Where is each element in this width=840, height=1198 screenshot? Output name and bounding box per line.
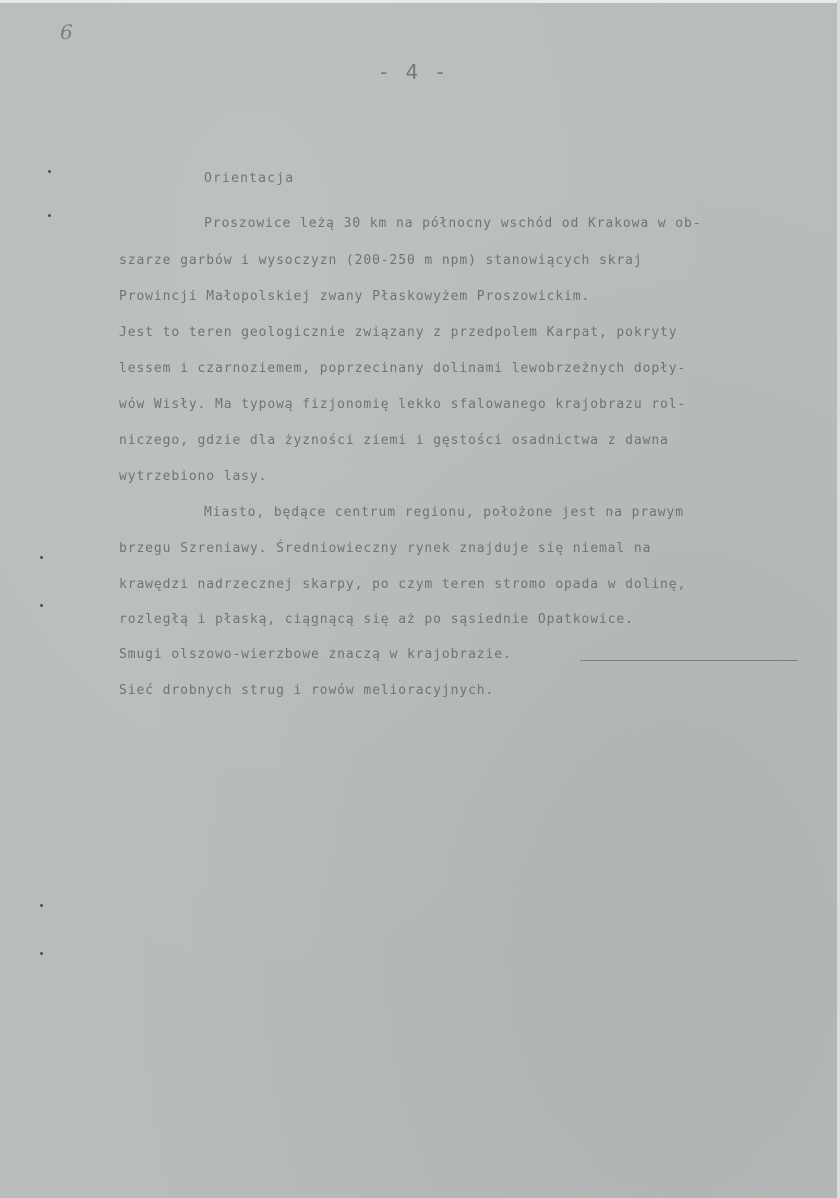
page-number: - 4 -	[380, 60, 450, 84]
text-line: brzegu Szreniawy. Średniowieczny rynek znajduje się niemal na	[119, 541, 652, 556]
corner-handwritten-number: 6	[60, 20, 73, 44]
text-line: Proszowice leżą 30 km na północny wschód od Krakowa w ob-	[204, 216, 702, 231]
text-line: niczego, gdzie dla żyzności ziemi i gęstości osadnictwa z dawna	[119, 433, 669, 448]
text-line: Jest to teren geologicznie związany z przedpolem Karpat, pokryty	[119, 325, 678, 340]
text-line: Smugi olszowo-wierzbowe znaczą w krajobrazie.	[119, 647, 512, 662]
text-line: lessem i czarnoziemem, poprzecinany dolinami lewobrzeżnych dopły-	[119, 361, 687, 376]
text-line: wów Wisły. Ma typową fizjonomię lekko sfalowanego krajobrazu rol-	[119, 397, 687, 412]
margin-dot	[40, 952, 43, 955]
text-line: Prowincji Małopolskiej zwany Płaskowyżem Proszowickim.	[119, 289, 591, 304]
text-line: Miasto, będące centrum regionu, położone jest na prawym	[204, 505, 684, 520]
text-line: Sieć drobnych strug i rowów melioracyjnych.	[119, 683, 495, 698]
text-line: wytrzebiono lasy.	[119, 469, 268, 484]
margin-dot	[48, 214, 51, 217]
text-line: krawędzi nadrzecznej skarpy, po czym teren stromo opada w dolinę,	[119, 577, 687, 592]
margin-dot	[40, 604, 43, 607]
text-line: rozległą i płaską, ciągnącą się aż po sąsiednie Opatkowice.	[119, 612, 634, 627]
margin-dot	[40, 904, 43, 907]
section-heading: Orientacja	[204, 171, 295, 186]
margin-dot	[40, 556, 43, 559]
text-line: szarze garbów i wysoczyzn (200-250 m npm) stanowiących skraj	[119, 253, 643, 268]
margin-dot	[48, 170, 51, 173]
page-top-edge	[0, 0, 840, 3]
trailing-underline	[580, 660, 798, 661]
